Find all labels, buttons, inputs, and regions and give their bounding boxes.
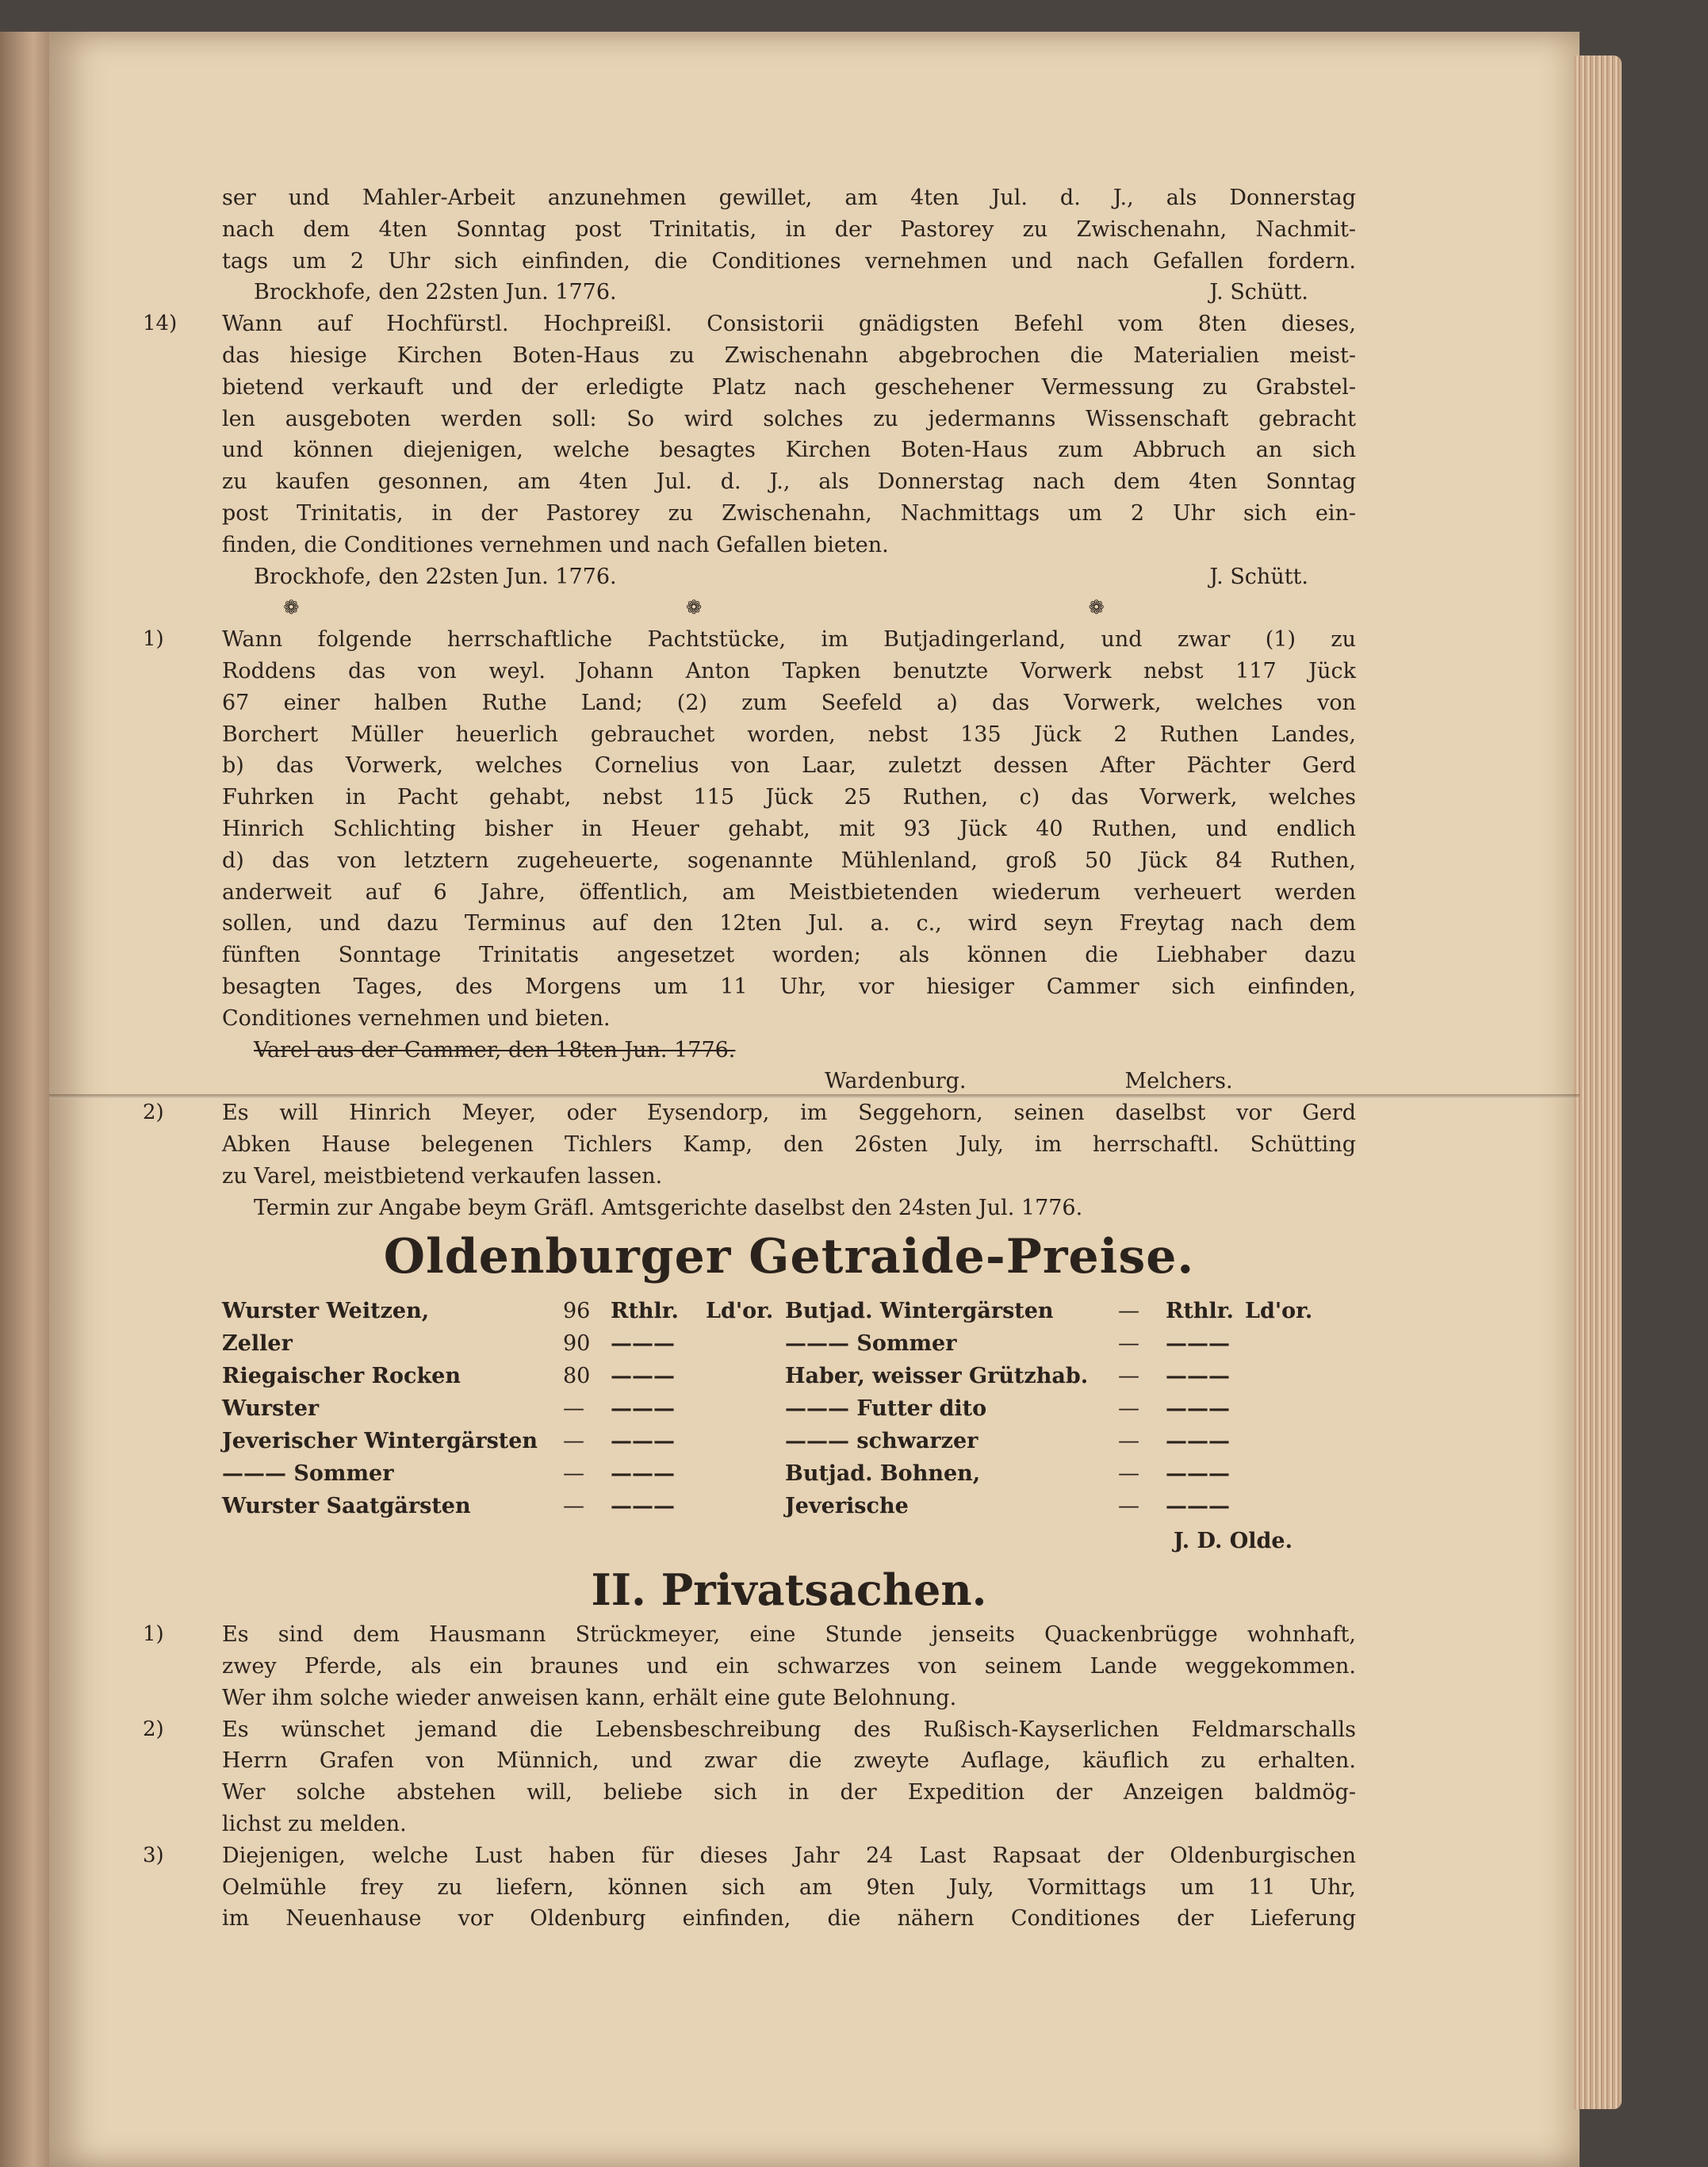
price-unit: ——— [1166, 1428, 1230, 1453]
private-item-1 [143, 1619, 1356, 1713]
notice-date: Brockhofe, den 22sten Jun. 1776. [254, 280, 617, 305]
notice-signature [222, 561, 1356, 593]
notice-signer: J. Schütt. [1209, 280, 1308, 305]
price-unit: ——— [611, 1493, 675, 1518]
text-line: Es sind dem Hausmann Strückmeyer, eine Stunde jenseits Quackenbrügge wohnhaft, [222, 1622, 1356, 1648]
notice-signer: Melchers. [1124, 1069, 1233, 1094]
price-row [222, 1360, 1356, 1392]
text-line: bietend verkauft und der erledigte Platz nach geschehener Vermessung zu Grabstel- [222, 374, 1356, 400]
notice-number: 2) [143, 1101, 164, 1125]
notice-2 [143, 1097, 1356, 1223]
price-currency: Ld'or. [706, 1298, 774, 1323]
page-text [143, 182, 1356, 1935]
left-page-edge [0, 32, 56, 2167]
price-row [222, 1327, 1356, 1360]
text-line: b) das Vorwerk, welches Cornelius von Laar, zuletzt dessen After Pächter Gerd [222, 753, 1356, 779]
text-line: zu kaufen gesonnen, am 4ten Jul. d. J., als Donnerstag nach dem 4ten Sonntag [222, 469, 1356, 495]
item-number: 1) [143, 1622, 164, 1647]
grain-price: — [1118, 1493, 1139, 1518]
text-line: und können diejenigen, welche besagtes Kirchen Boten-Haus zum Abbruch an sich [222, 438, 1356, 463]
notice-1 [143, 624, 1356, 1097]
grain-price: — [563, 1461, 584, 1486]
grain-price: — [1118, 1363, 1139, 1388]
notice-date: Brockhofe, den 22sten Jun. 1776. [254, 564, 617, 589]
text-line: fünften Sonntage Trinitatis angesetzet worden; als können die Liebhaber dazu [222, 943, 1356, 968]
grain-price: 96 [563, 1298, 591, 1323]
price-row [222, 1457, 1356, 1490]
price-unit: Rthlr. [1166, 1298, 1234, 1323]
price-unit: ——— [1166, 1461, 1230, 1486]
text-line: Diejenigen, welche Lust haben für dieses Jahr 24 Last Rapsaat der Oldenburgischen [222, 1843, 1356, 1868]
text-line: Abken Hause belegenen Tichlers Kamp, den 26sten July, im herrschaftl. Schütting [222, 1131, 1356, 1157]
grain-price: — [1118, 1461, 1139, 1486]
private-item-3 [143, 1840, 1356, 1935]
text-line: sollen, und dazu Terminus auf den 12ten Jul. a. c., wird seyn Freytag nach dem [222, 911, 1356, 936]
text-line: Wann auf Hochfürstl. Hochpreißl. Consistorii gnädigsten Befehl vom 8ten dieses, [222, 312, 1356, 337]
price-unit: ——— [1166, 1493, 1230, 1518]
price-unit: ——— [611, 1330, 675, 1356]
grain-price: — [563, 1493, 584, 1518]
text-line: Borchert Müller heuerlich gebrauchet worden, nebst 135 Jück 2 Ruthen Landes, [222, 722, 1356, 747]
termin-line: Termin zur Angabe beym Gräfl. Amtsgerichte daselbst den 24sten Jul. 1776. [254, 1195, 1083, 1220]
text-line: Es wünschet jemand die Lebensbeschreibung des Rußisch-Kayserlichen Feldmarschalls [222, 1717, 1356, 1742]
text-line: Wer solche abstehen will, beliebe sich in der Expedition der Anzeigen baldmög- [222, 1780, 1356, 1805]
text-line: len ausgeboten werden soll: So wird solches zu jedermanns Wissenschaft gebracht [222, 406, 1356, 431]
notice-signature [222, 277, 1356, 308]
grain-price: — [563, 1428, 584, 1453]
text-line: ser und Mahler-Arbeit anzunehmen gewillet, am 4ten Jul. d. J., als Donnerstag [222, 186, 1356, 210]
grain-name: Riegaischer Rocken [222, 1363, 461, 1388]
grain-price: — [1118, 1298, 1139, 1323]
grain-name: ——— Sommer [222, 1461, 394, 1486]
text-line: Hinrich Schlichting bisher in Heuer gehabt, mit 93 Jück 40 Ruthen, und endlich [222, 816, 1356, 841]
notice-14 [143, 308, 1356, 592]
notice-signer: J. Schütt. [1209, 564, 1308, 589]
text-line: post Trinitatis, in der Pastorey zu Zwischenahn, Nachmittags um 2 Uhr sich ein- [222, 500, 1356, 526]
notice-signatures [222, 1066, 1356, 1097]
text-line: nach dem 4ten Sonntag post Trinitatis, in der Pastorey zu Zwischenahn, Nachmit- [222, 216, 1356, 242]
page-stack-edge [1574, 56, 1622, 2109]
text-line: das hiesige Kirchen Boten-Haus zu Zwischenahn abgebrochen die Materialien meist- [222, 343, 1356, 368]
grain-name: ——— Futter dito [785, 1396, 987, 1421]
text-line: Herrn Grafen von Münnich, und zwar die zweyte Auflage, käuflich zu erhalten. [222, 1748, 1356, 1774]
price-currency: Ld'or. [1245, 1298, 1313, 1323]
grain-price: — [1118, 1396, 1139, 1421]
grain-name: ——— schwarzer [785, 1428, 978, 1453]
text-line: finden, die Conditiones vernehmen und nach Gefallen bieten. [222, 532, 889, 557]
notice-number: 14) [143, 312, 178, 336]
text-line: Wer ihm solche wieder anweisen kann, erhält eine gute Belohnung. [222, 1685, 957, 1710]
text-line: 67 einer halben Ruthe Land; (2) zum Seefeld a) das Vorwerk, welches von [222, 690, 1356, 715]
grain-name: Butjad. Wintergärsten [785, 1298, 1054, 1323]
price-unit: ——— [1166, 1330, 1230, 1356]
text-line: zwey Pferde, als ein braunes und ein schwarzes von seinem Lande weggekommen. [222, 1654, 1356, 1679]
private-item-2 [143, 1714, 1356, 1840]
price-row [222, 1392, 1356, 1425]
price-unit: Rthlr. [611, 1298, 679, 1323]
text-line: Fuhrken in Pacht gehabt, nebst 115 Jück 25 Ruthen, c) das Vorwerk, welches [222, 785, 1356, 810]
grain-name: Zeller [222, 1330, 293, 1356]
text-line: Oelmühle frey zu liefern, können sich am 9ten July, Vormittags um 11 Uhr, [222, 1874, 1356, 1900]
price-unit: ——— [611, 1461, 675, 1486]
text-line: Es will Hinrich Meyer, oder Eysendorp, im Seggehorn, seinen daselbst vor Gerd [222, 1101, 1356, 1126]
grain-price: 80 [563, 1363, 591, 1388]
grain-name: Butjad. Bohnen, [785, 1461, 981, 1486]
price-row [222, 1295, 1356, 1327]
text-line: zu Varel, meistbietend verkaufen lassen. [222, 1163, 663, 1189]
grain-name: Wurster Weitzen, [222, 1298, 430, 1323]
text-line: im Neuenhause vor Oldenburg einfinden, die nähern Conditiones der Lieferung [222, 1906, 1356, 1932]
grain-name: Wurster Saatgärsten [222, 1493, 471, 1518]
price-unit: ——— [1166, 1396, 1230, 1421]
notice-signer: Wardenburg. [825, 1069, 967, 1094]
prices-heading: Oldenburger Getraide-Preise. [383, 1229, 1195, 1285]
ornament-divider: ❁ ❁ ❁ [283, 596, 1295, 619]
price-unit: ——— [1166, 1363, 1230, 1388]
grain-price: 90 [563, 1330, 591, 1356]
grain-name: Wurster [222, 1396, 320, 1421]
text-line: lichst zu melden. [222, 1812, 407, 1837]
grain-name: Jeverische [785, 1493, 909, 1518]
section-heading: II. Privatsachen. [591, 1564, 987, 1616]
notice-number: 1) [143, 627, 164, 652]
text-line: Roddens das von weyl. Johann Anton Tapken benutzte Vorwerk nebst 117 Jück [222, 658, 1356, 683]
text-line: tags um 2 Uhr sich einfinden, die Conditiones vernehmen und nach Gefallen fordern. [222, 248, 1356, 274]
text-line: besagten Tages, des Morgens um 11 Uhr, vor hiesiger Cammer sich einfinden, [222, 974, 1356, 999]
grain-price: — [1118, 1428, 1139, 1453]
text-line: d) das von letztern zugeheuerte, sogenannte Mühlenland, groß 50 Jück 84 Ruthen, [222, 848, 1356, 873]
price-unit: ——— [611, 1363, 675, 1388]
price-unit: ——— [611, 1396, 675, 1421]
struck-date-line: Varel aus der Cammer, den 18ten Jun. 1776. [254, 1037, 736, 1062]
prices-signer: J. D. Olde. [1174, 1529, 1292, 1554]
grain-price: — [1118, 1330, 1139, 1356]
price-row [222, 1490, 1356, 1522]
text-line: anderweit auf 6 Jahre, öffentlich, am Meistbietenden wiederum verheuert werden [222, 879, 1356, 905]
price-row [222, 1425, 1356, 1457]
grain-name: ——— Sommer [785, 1330, 957, 1356]
item-number: 2) [143, 1717, 164, 1741]
text-line: Conditiones vernehmen und bieten. [222, 1005, 611, 1031]
notice-13-continuation [222, 182, 1356, 308]
prices-table [222, 1295, 1356, 1522]
grain-name: Jeverischer Wintergärsten [222, 1428, 538, 1453]
text-line: Wann folgende herrschaftliche Pachtstücke, im Butjadingerland, und zwar (1) zu [222, 627, 1356, 653]
item-number: 3) [143, 1843, 164, 1867]
grain-name: Haber, weisser Grützhab. [785, 1363, 1089, 1388]
grain-price: — [563, 1396, 584, 1421]
price-unit: ——— [611, 1428, 675, 1453]
